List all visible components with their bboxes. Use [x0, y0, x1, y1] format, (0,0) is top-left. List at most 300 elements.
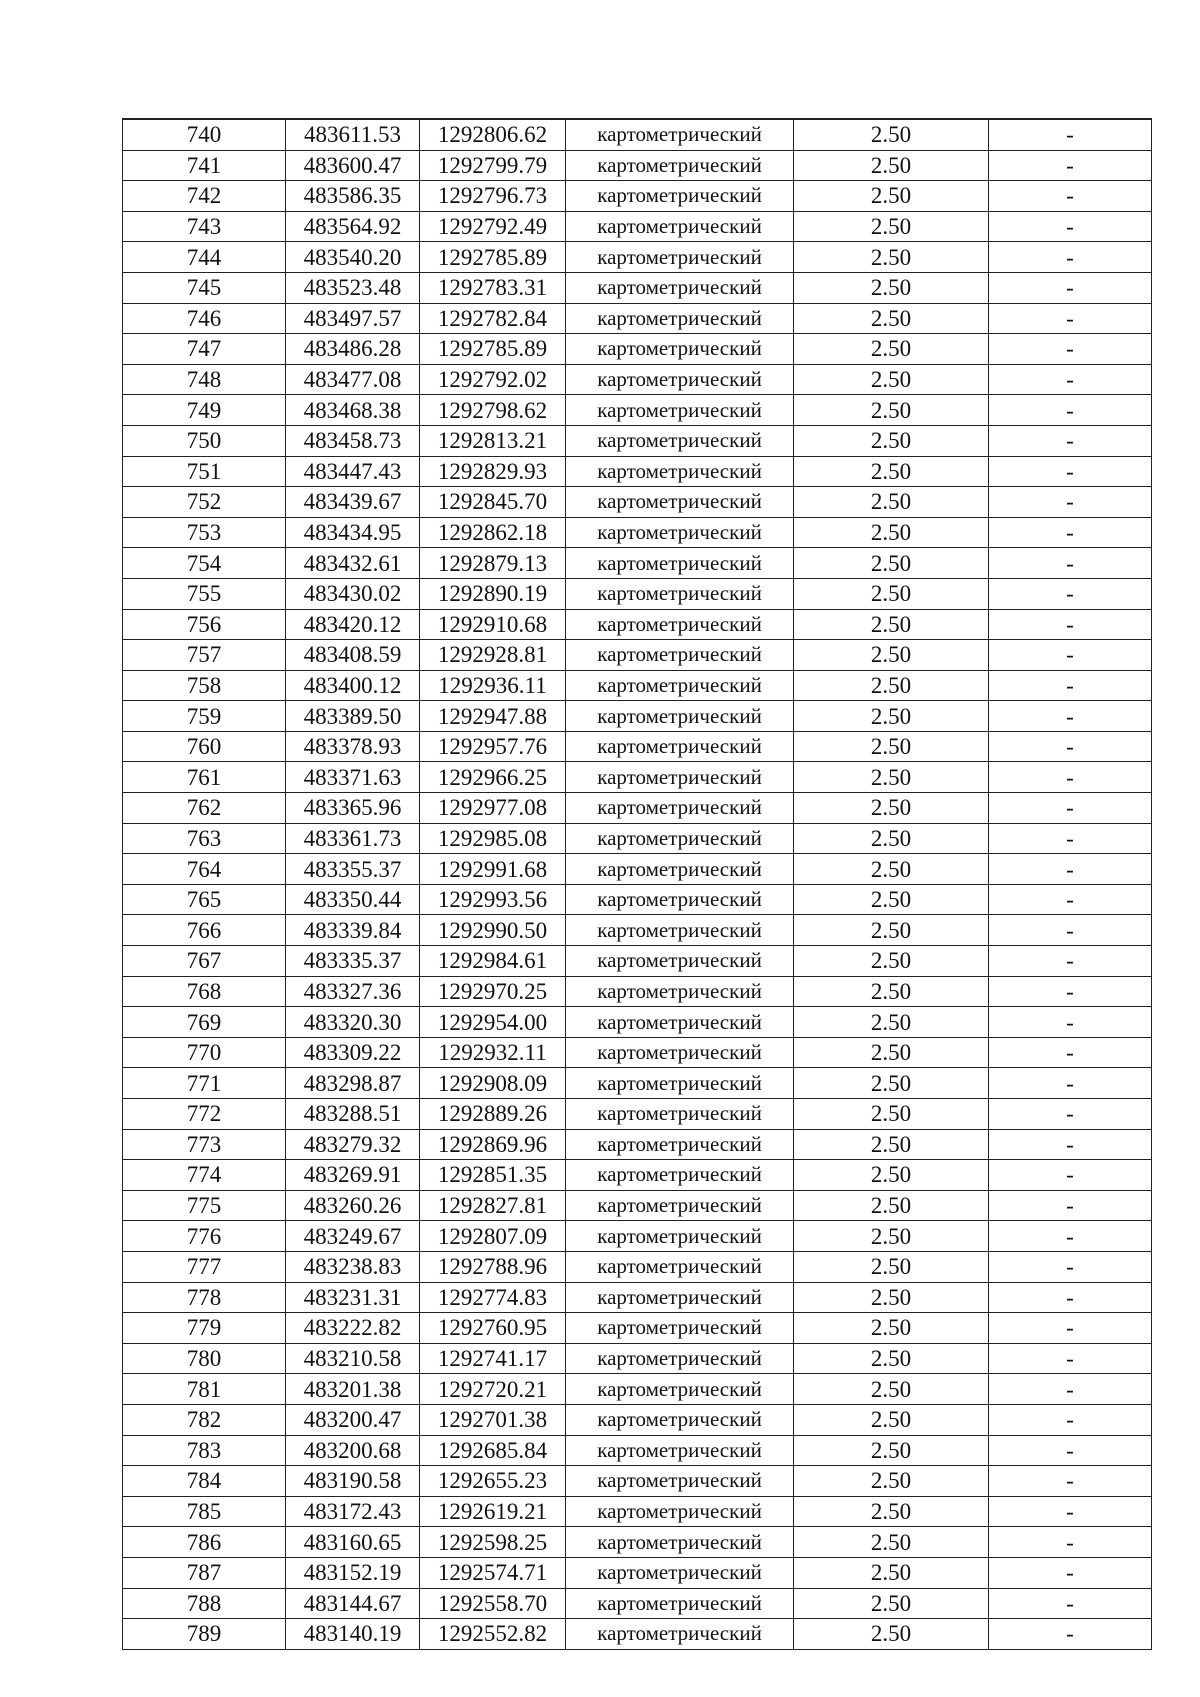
x-coordinate-cell: 483497.57 [286, 303, 420, 334]
table-row [123, 1099, 1152, 1130]
accuracy-cell: 2.50 [794, 578, 989, 609]
x-coordinate-cell: 483144.67 [286, 1588, 420, 1619]
point-number-cell: 763 [123, 823, 286, 854]
description-cell: - [989, 946, 1152, 977]
description-cell: - [989, 1374, 1152, 1405]
description-cell: - [989, 211, 1152, 242]
method-cell: картометрический [566, 609, 794, 640]
method-cell: картометрический [566, 1068, 794, 1099]
description-cell: - [989, 1190, 1152, 1221]
accuracy-cell: 2.50 [794, 364, 989, 395]
x-coordinate-cell: 483611.53 [286, 119, 420, 150]
y-coordinate-cell: 1292655.23 [420, 1466, 566, 1497]
coordinates-table [122, 118, 1152, 1650]
method-cell: картометрический [566, 1435, 794, 1466]
x-coordinate-cell: 483400.12 [286, 670, 420, 701]
y-coordinate-cell: 1292970.25 [420, 976, 566, 1007]
point-number-cell: 780 [123, 1343, 286, 1374]
accuracy-cell: 2.50 [794, 1435, 989, 1466]
table-row [123, 823, 1152, 854]
description-cell: - [989, 1068, 1152, 1099]
point-number-cell: 742 [123, 181, 286, 212]
y-coordinate-cell: 1292908.09 [420, 1068, 566, 1099]
accuracy-cell: 2.50 [794, 1068, 989, 1099]
method-cell: картометрический [566, 1313, 794, 1344]
accuracy-cell: 2.50 [794, 1099, 989, 1130]
point-number-cell: 757 [123, 640, 286, 671]
method-cell: картометрический [566, 640, 794, 671]
x-coordinate-cell: 483434.95 [286, 517, 420, 548]
point-number-cell: 789 [123, 1619, 286, 1650]
table-row [123, 854, 1152, 885]
method-cell: картометрический [566, 578, 794, 609]
accuracy-cell: 2.50 [794, 1527, 989, 1558]
table-row [123, 884, 1152, 915]
y-coordinate-cell: 1292910.68 [420, 609, 566, 640]
accuracy-cell: 2.50 [794, 1466, 989, 1497]
table-row [123, 272, 1152, 303]
method-cell: картометрический [566, 487, 794, 518]
point-number-cell: 785 [123, 1496, 286, 1527]
description-cell: - [989, 1129, 1152, 1160]
y-coordinate-cell: 1292813.21 [420, 425, 566, 456]
point-number-cell: 769 [123, 1007, 286, 1038]
description-cell: - [989, 272, 1152, 303]
y-coordinate-cell: 1292889.26 [420, 1099, 566, 1130]
description-cell: - [989, 456, 1152, 487]
point-number-cell: 762 [123, 793, 286, 824]
table-row [123, 1251, 1152, 1282]
accuracy-cell: 2.50 [794, 670, 989, 701]
description-cell: - [989, 1313, 1152, 1344]
method-cell: картометрический [566, 456, 794, 487]
accuracy-cell: 2.50 [794, 793, 989, 824]
point-number-cell: 752 [123, 487, 286, 518]
point-number-cell: 748 [123, 364, 286, 395]
table-row [123, 1343, 1152, 1374]
accuracy-cell: 2.50 [794, 1619, 989, 1650]
accuracy-cell: 2.50 [794, 701, 989, 732]
table-row [123, 640, 1152, 671]
accuracy-cell: 2.50 [794, 1007, 989, 1038]
y-coordinate-cell: 1292558.70 [420, 1588, 566, 1619]
accuracy-cell: 2.50 [794, 1282, 989, 1313]
method-cell: картометрический [566, 1221, 794, 1252]
x-coordinate-cell: 483298.87 [286, 1068, 420, 1099]
point-number-cell: 746 [123, 303, 286, 334]
accuracy-cell: 2.50 [794, 1496, 989, 1527]
table-row [123, 1282, 1152, 1313]
description-cell: - [989, 150, 1152, 181]
table-row [123, 395, 1152, 426]
point-number-cell: 747 [123, 334, 286, 365]
method-cell: картометрический [566, 976, 794, 1007]
x-coordinate-cell: 483378.93 [286, 731, 420, 762]
x-coordinate-cell: 483523.48 [286, 272, 420, 303]
y-coordinate-cell: 1292788.96 [420, 1251, 566, 1282]
table-row [123, 578, 1152, 609]
accuracy-cell: 2.50 [794, 487, 989, 518]
y-coordinate-cell: 1292774.83 [420, 1282, 566, 1313]
y-coordinate-cell: 1292829.93 [420, 456, 566, 487]
x-coordinate-cell: 483238.83 [286, 1251, 420, 1282]
table-row [123, 609, 1152, 640]
y-coordinate-cell: 1292574.71 [420, 1557, 566, 1588]
point-number-cell: 778 [123, 1282, 286, 1313]
y-coordinate-cell: 1292990.50 [420, 915, 566, 946]
method-cell: картометрический [566, 670, 794, 701]
method-cell: картометрический [566, 731, 794, 762]
x-coordinate-cell: 483160.65 [286, 1527, 420, 1558]
point-number-cell: 765 [123, 884, 286, 915]
method-cell: картометрический [566, 1282, 794, 1313]
y-coordinate-cell: 1292760.95 [420, 1313, 566, 1344]
method-cell: картометрический [566, 946, 794, 977]
table-row [123, 548, 1152, 579]
method-cell: картометрический [566, 1007, 794, 1038]
description-cell: - [989, 425, 1152, 456]
y-coordinate-cell: 1292991.68 [420, 854, 566, 885]
y-coordinate-cell: 1292799.79 [420, 150, 566, 181]
accuracy-cell: 2.50 [794, 181, 989, 212]
table-row [123, 946, 1152, 977]
accuracy-cell: 2.50 [794, 211, 989, 242]
description-cell: - [989, 823, 1152, 854]
y-coordinate-cell: 1292947.88 [420, 701, 566, 732]
point-number-cell: 758 [123, 670, 286, 701]
method-cell: картометрический [566, 762, 794, 793]
method-cell: картометрический [566, 884, 794, 915]
point-number-cell: 743 [123, 211, 286, 242]
description-cell: - [989, 1619, 1152, 1650]
point-number-cell: 761 [123, 762, 286, 793]
description-cell: - [989, 1343, 1152, 1374]
accuracy-cell: 2.50 [794, 823, 989, 854]
table-body [123, 119, 1152, 1649]
y-coordinate-cell: 1292957.76 [420, 731, 566, 762]
method-cell: картометрический [566, 1129, 794, 1160]
x-coordinate-cell: 483408.59 [286, 640, 420, 671]
description-cell: - [989, 242, 1152, 273]
table-row [123, 1313, 1152, 1344]
y-coordinate-cell: 1292792.02 [420, 364, 566, 395]
accuracy-cell: 2.50 [794, 1374, 989, 1405]
method-cell: картометрический [566, 823, 794, 854]
method-cell: картометрический [566, 303, 794, 334]
x-coordinate-cell: 483371.63 [286, 762, 420, 793]
x-coordinate-cell: 483309.22 [286, 1037, 420, 1068]
table-row [123, 915, 1152, 946]
description-cell: - [989, 1251, 1152, 1282]
table-row [123, 1496, 1152, 1527]
description-cell: - [989, 1435, 1152, 1466]
x-coordinate-cell: 483355.37 [286, 854, 420, 885]
method-cell: картометрический [566, 1343, 794, 1374]
accuracy-cell: 2.50 [794, 334, 989, 365]
table-row [123, 487, 1152, 518]
x-coordinate-cell: 483447.43 [286, 456, 420, 487]
description-cell: - [989, 548, 1152, 579]
x-coordinate-cell: 483564.92 [286, 211, 420, 242]
description-cell: - [989, 119, 1152, 150]
x-coordinate-cell: 483327.36 [286, 976, 420, 1007]
y-coordinate-cell: 1292985.08 [420, 823, 566, 854]
accuracy-cell: 2.50 [794, 731, 989, 762]
accuracy-cell: 2.50 [794, 272, 989, 303]
point-number-cell: 754 [123, 548, 286, 579]
table-row [123, 670, 1152, 701]
accuracy-cell: 2.50 [794, 1251, 989, 1282]
x-coordinate-cell: 483140.19 [286, 1619, 420, 1650]
method-cell: картометрический [566, 854, 794, 885]
y-coordinate-cell: 1292890.19 [420, 578, 566, 609]
y-coordinate-cell: 1292552.82 [420, 1619, 566, 1650]
accuracy-cell: 2.50 [794, 946, 989, 977]
table-row [123, 119, 1152, 150]
x-coordinate-cell: 483350.44 [286, 884, 420, 915]
x-coordinate-cell: 483210.58 [286, 1343, 420, 1374]
y-coordinate-cell: 1292685.84 [420, 1435, 566, 1466]
x-coordinate-cell: 483365.96 [286, 793, 420, 824]
table-row [123, 1588, 1152, 1619]
description-cell: - [989, 334, 1152, 365]
accuracy-cell: 2.50 [794, 1313, 989, 1344]
method-cell: картометрический [566, 1527, 794, 1558]
method-cell: картометрический [566, 334, 794, 365]
table-row [123, 181, 1152, 212]
accuracy-cell: 2.50 [794, 150, 989, 181]
description-cell: - [989, 487, 1152, 518]
y-coordinate-cell: 1292785.89 [420, 334, 566, 365]
accuracy-cell: 2.50 [794, 1343, 989, 1374]
description-cell: - [989, 609, 1152, 640]
table-row [123, 364, 1152, 395]
x-coordinate-cell: 483477.08 [286, 364, 420, 395]
table-row [123, 334, 1152, 365]
method-cell: картометрический [566, 364, 794, 395]
x-coordinate-cell: 483231.31 [286, 1282, 420, 1313]
point-number-cell: 771 [123, 1068, 286, 1099]
method-cell: картометрический [566, 1588, 794, 1619]
table-row [123, 1557, 1152, 1588]
accuracy-cell: 2.50 [794, 119, 989, 150]
point-number-cell: 776 [123, 1221, 286, 1252]
description-cell: - [989, 1496, 1152, 1527]
table-row [123, 1527, 1152, 1558]
y-coordinate-cell: 1292954.00 [420, 1007, 566, 1038]
description-cell: - [989, 731, 1152, 762]
point-number-cell: 740 [123, 119, 286, 150]
x-coordinate-cell: 483339.84 [286, 915, 420, 946]
point-number-cell: 783 [123, 1435, 286, 1466]
accuracy-cell: 2.50 [794, 242, 989, 273]
table-row [123, 1190, 1152, 1221]
y-coordinate-cell: 1292785.89 [420, 242, 566, 273]
accuracy-cell: 2.50 [794, 640, 989, 671]
description-cell: - [989, 181, 1152, 212]
point-number-cell: 751 [123, 456, 286, 487]
point-number-cell: 775 [123, 1190, 286, 1221]
method-cell: картометрический [566, 1037, 794, 1068]
y-coordinate-cell: 1292782.84 [420, 303, 566, 334]
description-cell: - [989, 915, 1152, 946]
table-row [123, 976, 1152, 1007]
accuracy-cell: 2.50 [794, 1037, 989, 1068]
method-cell: картометрический [566, 150, 794, 181]
description-cell: - [989, 517, 1152, 548]
point-number-cell: 768 [123, 976, 286, 1007]
description-cell: - [989, 854, 1152, 885]
description-cell: - [989, 1037, 1152, 1068]
y-coordinate-cell: 1292879.13 [420, 548, 566, 579]
method-cell: картометрический [566, 272, 794, 303]
x-coordinate-cell: 483432.61 [286, 548, 420, 579]
y-coordinate-cell: 1292741.17 [420, 1343, 566, 1374]
x-coordinate-cell: 483361.73 [286, 823, 420, 854]
x-coordinate-cell: 483269.91 [286, 1160, 420, 1191]
table-row [123, 1037, 1152, 1068]
method-cell: картометрический [566, 701, 794, 732]
table-row [123, 793, 1152, 824]
description-cell: - [989, 1160, 1152, 1191]
x-coordinate-cell: 483439.67 [286, 487, 420, 518]
table-row [123, 1068, 1152, 1099]
point-number-cell: 764 [123, 854, 286, 885]
x-coordinate-cell: 483420.12 [286, 609, 420, 640]
point-number-cell: 759 [123, 701, 286, 732]
table-row [123, 1221, 1152, 1252]
y-coordinate-cell: 1292966.25 [420, 762, 566, 793]
accuracy-cell: 2.50 [794, 425, 989, 456]
y-coordinate-cell: 1292796.73 [420, 181, 566, 212]
x-coordinate-cell: 483201.38 [286, 1374, 420, 1405]
point-number-cell: 781 [123, 1374, 286, 1405]
method-cell: картометрический [566, 211, 794, 242]
point-number-cell: 772 [123, 1099, 286, 1130]
y-coordinate-cell: 1292845.70 [420, 487, 566, 518]
description-cell: - [989, 1466, 1152, 1497]
description-cell: - [989, 395, 1152, 426]
accuracy-cell: 2.50 [794, 1160, 989, 1191]
description-cell: - [989, 670, 1152, 701]
x-coordinate-cell: 483389.50 [286, 701, 420, 732]
x-coordinate-cell: 483335.37 [286, 946, 420, 977]
point-number-cell: 745 [123, 272, 286, 303]
y-coordinate-cell: 1292783.31 [420, 272, 566, 303]
point-number-cell: 750 [123, 425, 286, 456]
point-number-cell: 787 [123, 1557, 286, 1588]
description-cell: - [989, 1099, 1152, 1130]
description-cell: - [989, 793, 1152, 824]
method-cell: картометрический [566, 119, 794, 150]
table-row [123, 1374, 1152, 1405]
y-coordinate-cell: 1292932.11 [420, 1037, 566, 1068]
table-row [123, 1619, 1152, 1650]
accuracy-cell: 2.50 [794, 609, 989, 640]
point-number-cell: 766 [123, 915, 286, 946]
accuracy-cell: 2.50 [794, 1190, 989, 1221]
point-number-cell: 744 [123, 242, 286, 273]
method-cell: картометрический [566, 1466, 794, 1497]
x-coordinate-cell: 483190.58 [286, 1466, 420, 1497]
table-row [123, 1404, 1152, 1435]
x-coordinate-cell: 483249.67 [286, 1221, 420, 1252]
x-coordinate-cell: 483200.47 [286, 1404, 420, 1435]
y-coordinate-cell: 1292807.09 [420, 1221, 566, 1252]
point-number-cell: 773 [123, 1129, 286, 1160]
y-coordinate-cell: 1292792.49 [420, 211, 566, 242]
x-coordinate-cell: 483540.20 [286, 242, 420, 273]
y-coordinate-cell: 1292720.21 [420, 1374, 566, 1405]
method-cell: картометрический [566, 181, 794, 212]
x-coordinate-cell: 483458.73 [286, 425, 420, 456]
description-cell: - [989, 762, 1152, 793]
accuracy-cell: 2.50 [794, 884, 989, 915]
y-coordinate-cell: 1292977.08 [420, 793, 566, 824]
point-number-cell: 767 [123, 946, 286, 977]
description-cell: - [989, 884, 1152, 915]
description-cell: - [989, 1588, 1152, 1619]
method-cell: картометрический [566, 395, 794, 426]
method-cell: картометрический [566, 1496, 794, 1527]
accuracy-cell: 2.50 [794, 1557, 989, 1588]
point-number-cell: 770 [123, 1037, 286, 1068]
y-coordinate-cell: 1292936.11 [420, 670, 566, 701]
y-coordinate-cell: 1292827.81 [420, 1190, 566, 1221]
accuracy-cell: 2.50 [794, 1588, 989, 1619]
y-coordinate-cell: 1292619.21 [420, 1496, 566, 1527]
description-cell: - [989, 640, 1152, 671]
x-coordinate-cell: 483172.43 [286, 1496, 420, 1527]
description-cell: - [989, 578, 1152, 609]
method-cell: картометрический [566, 1374, 794, 1405]
x-coordinate-cell: 483430.02 [286, 578, 420, 609]
method-cell: картометрический [566, 425, 794, 456]
method-cell: картометрический [566, 793, 794, 824]
x-coordinate-cell: 483468.38 [286, 395, 420, 426]
y-coordinate-cell: 1292928.81 [420, 640, 566, 671]
description-cell: - [989, 1557, 1152, 1588]
y-coordinate-cell: 1292869.96 [420, 1129, 566, 1160]
accuracy-cell: 2.50 [794, 456, 989, 487]
table-row [123, 242, 1152, 273]
table-row [123, 211, 1152, 242]
accuracy-cell: 2.50 [794, 517, 989, 548]
y-coordinate-cell: 1292851.35 [420, 1160, 566, 1191]
point-number-cell: 760 [123, 731, 286, 762]
description-cell: - [989, 1007, 1152, 1038]
method-cell: картометрический [566, 1160, 794, 1191]
method-cell: картометрический [566, 1404, 794, 1435]
table-row [123, 1160, 1152, 1191]
table-row [123, 303, 1152, 334]
description-cell: - [989, 364, 1152, 395]
accuracy-cell: 2.50 [794, 915, 989, 946]
table-row [123, 1007, 1152, 1038]
method-cell: картометрический [566, 517, 794, 548]
accuracy-cell: 2.50 [794, 854, 989, 885]
description-cell: - [989, 1221, 1152, 1252]
table-row [123, 150, 1152, 181]
table-row [123, 762, 1152, 793]
point-number-cell: 749 [123, 395, 286, 426]
x-coordinate-cell: 483200.68 [286, 1435, 420, 1466]
description-cell: - [989, 303, 1152, 334]
point-number-cell: 741 [123, 150, 286, 181]
point-number-cell: 788 [123, 1588, 286, 1619]
method-cell: картометрический [566, 1251, 794, 1282]
table-row [123, 1435, 1152, 1466]
